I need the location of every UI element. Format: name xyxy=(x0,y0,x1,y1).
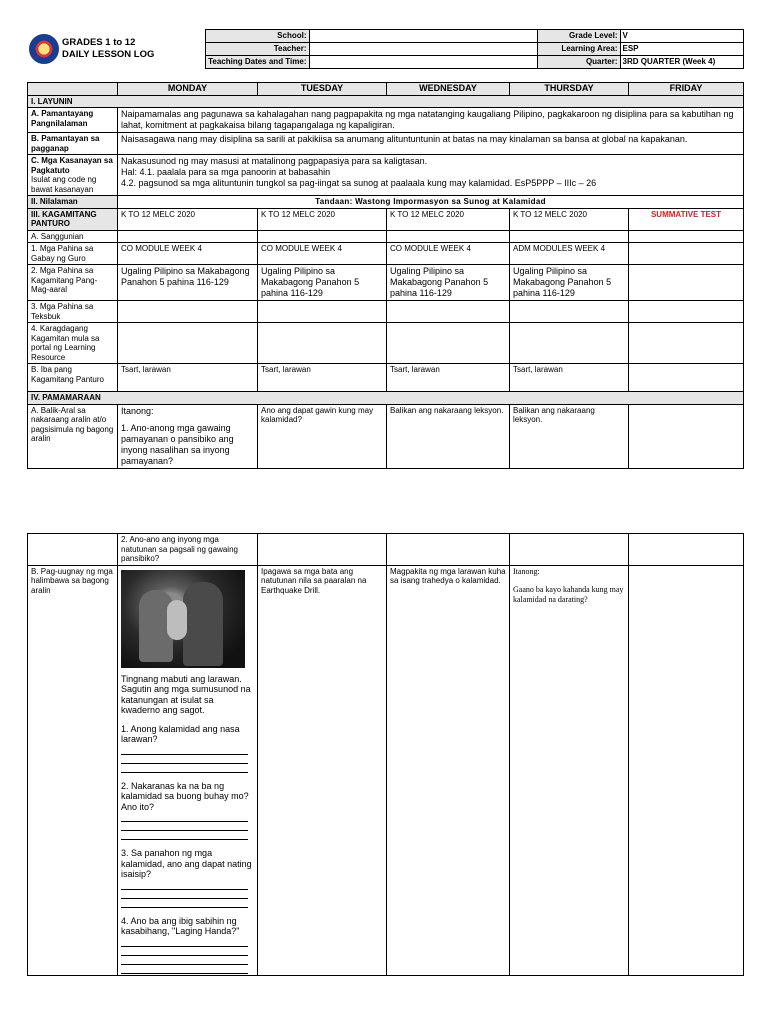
section-pamamaraan: IV. PAMAMARAAN xyxy=(28,392,744,405)
kasanayan-value xyxy=(118,155,744,196)
seal-icon xyxy=(29,34,59,64)
nilalaman-label: II. Nilalaman xyxy=(28,196,118,209)
summative-test: SUMMATIVE TEST xyxy=(629,208,744,230)
ugali-thursday: Ugaling Pilipino sa Makabagong Panahon 5 pahina 116-129 xyxy=(510,265,629,301)
ugali-monday: Ugaling Pilipino sa Makabagong Panahon 5 pahina 116-129 xyxy=(118,265,258,301)
tsart-monday: Tsart, larawan xyxy=(118,364,258,392)
teaching-dates-field[interactable] xyxy=(309,56,537,69)
kagamitang-label: 2. Mga Pahina sa Kagamitang Pang-Mag-aaral xyxy=(28,265,118,301)
deped-logo xyxy=(27,30,60,69)
melc-monday: K TO 12 MELC 2020 xyxy=(118,208,258,230)
paguugnay-monday xyxy=(118,565,258,975)
kasanayan-line-1: Nakasusunod ng may masusi at matalinong pagpapasiya para sa kaligtasan. xyxy=(121,156,428,166)
monday-question-1: 1. Ano-anong mga gawaing pamayanan o pansibiko ang inyong nasalihan sa inyong pamayanan? xyxy=(121,422,234,466)
question-4: 4. Ano ba ang ibig sabihin ng kasabihang, "Laging Handa?" xyxy=(121,915,240,936)
disaster-photo xyxy=(121,570,245,668)
teksbuk-label: 3. Mga Pahina sa Teksbuk xyxy=(28,301,118,323)
day-thursday: THURSDAY xyxy=(510,83,629,96)
page-gap xyxy=(0,476,768,526)
school-label: School: xyxy=(205,30,309,43)
kasanayan-line-3: 4.2. pagsunod sa mga alituntunin tungkol sa pag-iingat sa sunog at paalaala kung may kalamidad. EsP5PPP – IIIc – 26 xyxy=(121,178,597,188)
page-title xyxy=(60,30,205,69)
ugali-tuesday: Ugaling Pilipino sa Makabagong Panahon 5 pahina 116-129 xyxy=(258,265,387,301)
tsart-thursday: Tsart, larawan xyxy=(510,364,629,392)
karagdagan-label: 4. Karagdagang Kagamitan mula sa portal ng Learning Resource xyxy=(28,323,118,364)
kasanayan-label: C. Mga Kasanayan sa Pagkatuto xyxy=(31,156,113,175)
melc-tuesday: K TO 12 MELC 2020 xyxy=(258,208,387,230)
school-field[interactable] xyxy=(309,30,537,43)
photo-intro: Tingnang mabuti ang larawan. Sagutin ang mga sumusunod na katanungan at isulat sa kwaderno ang sagot. xyxy=(121,673,251,715)
grade-level-field[interactable]: V xyxy=(620,30,743,43)
teacher-field[interactable] xyxy=(309,43,537,56)
answer-lines-3[interactable] xyxy=(121,881,254,908)
module-tuesday: CO MODULE WEEK 4 xyxy=(258,243,387,265)
balik-monday xyxy=(118,404,258,468)
kasanayan-sub: Isulat ang code ng bawat kasanayan xyxy=(31,175,97,194)
learning-area-field[interactable]: ESP xyxy=(620,43,743,56)
balik-wednesday: Balikan ang nakaraang leksyon. xyxy=(387,404,510,468)
melc-wednesday: K TO 12 MELC 2020 xyxy=(387,208,510,230)
day-tuesday: TUESDAY xyxy=(258,83,387,96)
module-wednesday: CO MODULE WEEK 4 xyxy=(387,243,510,265)
answer-lines-4[interactable] xyxy=(121,938,254,974)
day-wednesday: WEDNESDAY xyxy=(387,83,510,96)
header-table xyxy=(27,29,744,69)
answer-lines-1[interactable] xyxy=(121,746,254,773)
day-monday: MONDAY xyxy=(118,83,258,96)
pagganap-value: Naisasagawa nang may disiplina sa sarili at pakikiisa sa anumang alituntuntunin at batas na may kinalaman sa bansa at global na kapakanan. xyxy=(118,133,744,155)
answer-lines-2[interactable] xyxy=(121,813,254,840)
kasanayan-line-2: Hal: 4.1. paalala para sa mga panoorin at babasahin xyxy=(121,167,331,177)
paguugnay-label: B. Pag-uugnay ng mga halimbawa sa bagong aralin xyxy=(28,565,118,975)
teaching-dates-label: Teaching Dates and Time: xyxy=(205,56,309,69)
monday-question-2: 2. Ano-ano ang inyong mga natutunan sa pagsali ng gawaing pansibiko? xyxy=(118,534,258,566)
paguugnay-thursday xyxy=(510,565,629,975)
pamantayang-value: Naipamamalas ang pagunawa sa kahalagahan nang pagpapakita ng mga natatanging kaugaliang Pilipino, pagkakaroon ng disiplina para sa kabutihan ng lahat, komitment at pagkakaisa bilang tagapangalaga ng kapaligiran. xyxy=(118,108,744,133)
grade-level-label: Grade Level: xyxy=(537,30,620,43)
question-2: 2. Nakaranas ka na ba ng kalamidad sa buong buhay mo? Ano ito? xyxy=(121,780,249,812)
balik-thursday: Balikan ang nakaraang leksyon. xyxy=(510,404,629,468)
melc-thursday: K TO 12 MELC 2020 xyxy=(510,208,629,230)
paguugnay-tuesday: Ipagawa sa mga bata ang natutunan nila sa paaralan na Earthquake Drill. xyxy=(258,565,387,975)
nilalaman-value: Tandaan: Wastong Impormasyon sa Sunog at Kalamidad xyxy=(118,196,744,209)
itanong-monday: Itanong: xyxy=(121,405,154,416)
tsart-tuesday: Tsart, larawan xyxy=(258,364,387,392)
sanggunian-label: A. Sanggunian xyxy=(28,230,118,243)
tsart-wednesday: Tsart, larawan xyxy=(387,364,510,392)
paguugnay-wednesday: Magpakita ng mga larawan kuha sa isang trahedya o kalamidad. xyxy=(387,565,510,975)
kagamitan-label: III. KAGAMITANG PANTURO xyxy=(28,208,118,230)
lesson-log-table-page-2 xyxy=(27,533,744,976)
quarter-field[interactable]: 3RD QUARTER (Week 4) xyxy=(620,56,743,69)
learning-area-label: Learning Area: xyxy=(537,43,620,56)
day-friday: FRIDAY xyxy=(629,83,744,96)
lesson-log-table xyxy=(27,82,744,469)
days-header-row xyxy=(28,83,744,96)
iba-label: B. Iba pang Kagamitang Panturo xyxy=(28,364,118,392)
module-thursday: ADM MODULES WEEK 4 xyxy=(510,243,629,265)
title-line-2: DAILY LESSON LOG xyxy=(62,49,155,60)
gabay-label: 1. Mga Pahina sa Gabay ng Guro xyxy=(28,243,118,265)
kasanayan-cell xyxy=(28,155,118,196)
question-3: 3. Sa panahon ng mga kalamidad, ano ang dapat nating isaisip? xyxy=(121,848,252,879)
module-monday: CO MODULE WEEK 4 xyxy=(118,243,258,265)
pamantayang-label: A. Pamantayang Pangnilalaman xyxy=(28,108,118,133)
teacher-label: Teacher: xyxy=(205,43,309,56)
thursday-question: Gaano ba kayo kahanda kung may kalamidad na darating? xyxy=(513,585,624,604)
itanong-thursday: Itanong: xyxy=(513,566,540,576)
section-layunin: I. LAYUNIN xyxy=(28,95,744,108)
balik-aral-label: A. Balik-Aral sa nakaraang aralin at/o pagsisimula ng bagong aralin xyxy=(28,404,118,468)
balik-tuesday: Ano ang dapat gawin kung may kalamidad? xyxy=(258,404,387,468)
pagganap-label: B. Pamantayan sa pagganap xyxy=(28,133,118,155)
quarter-label: Quarter: xyxy=(537,56,620,69)
ugali-wednesday: Ugaling Pilipino sa Makabagong Panahon 5 pahina 116-129 xyxy=(387,265,510,301)
title-line-1: GRADES 1 to 12 xyxy=(62,37,136,48)
question-1: 1. Anong kalamidad ang nasa larawan? xyxy=(121,723,240,744)
